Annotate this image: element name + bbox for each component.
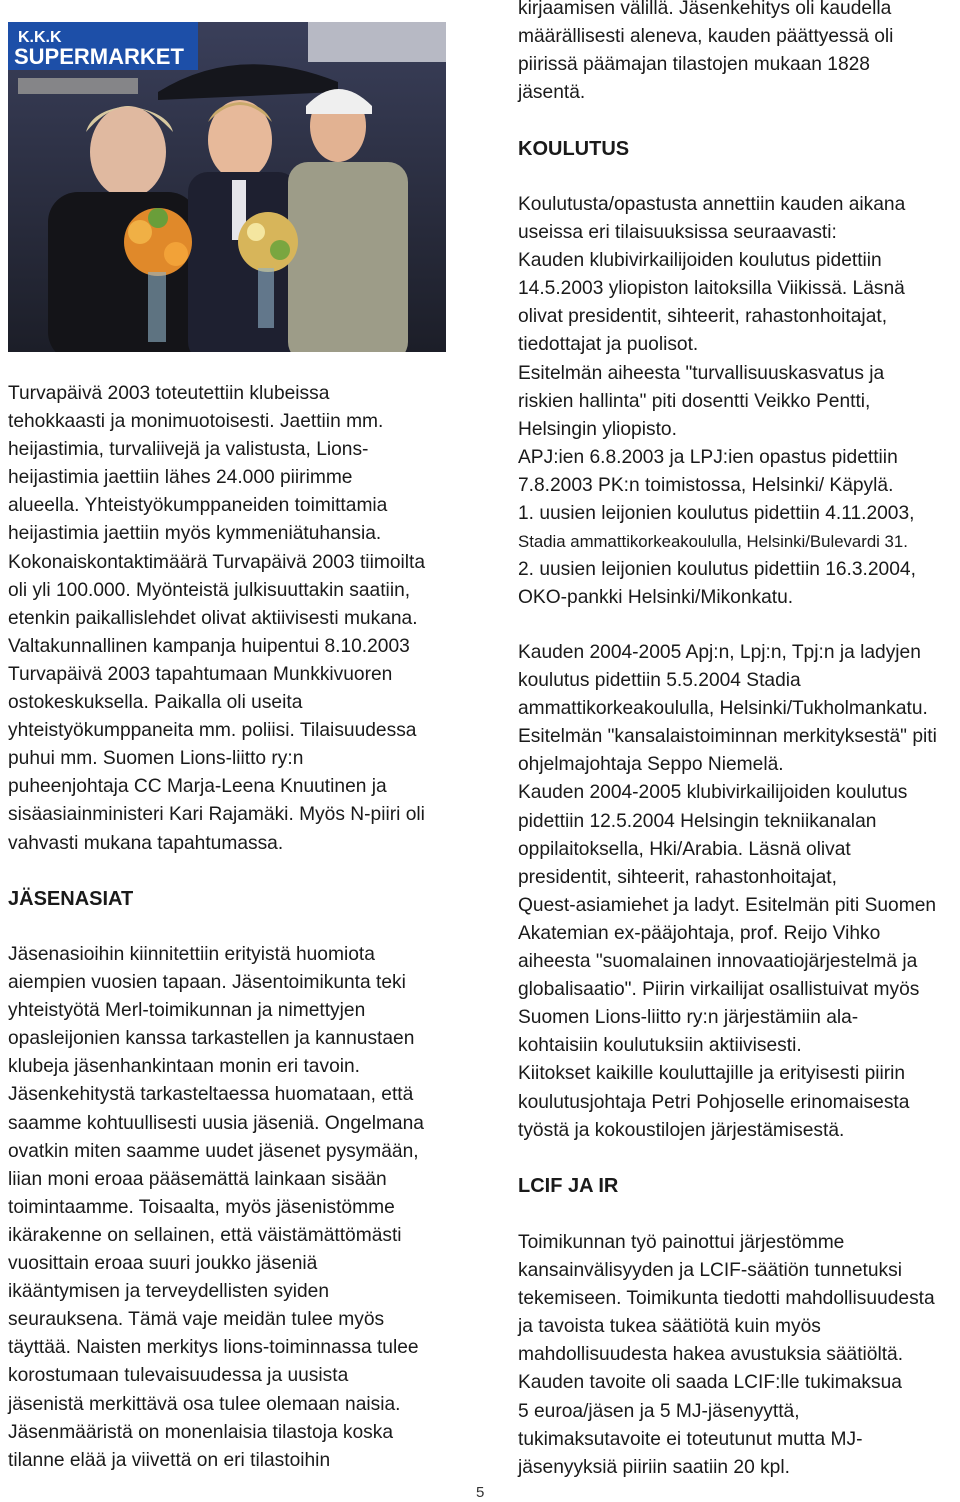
intro-paragraph: kirjaamisen välillä. Jäsenkehitys oli kaudella määrällisesti aleneva, kauden päättyessä oli piirissä päämajan tilastojen mukaan 1828 jäsentä. (518, 0, 894, 104)
heading-lcif: LCIF JA IR (518, 1175, 619, 1197)
flower-bouquet-right (238, 212, 298, 272)
koulutus-paragraph-2: Stadia ammattikorkeakoululla, Helsinki/Bulevardi 31. (518, 532, 908, 551)
photo-caption-paragraph: Turvapäivä 2003 toteutettiin klubeissa tehokkaasti ja monimuotoisesti. Jaettiin mm. heijastimia, turvaliivejä ja valistusta, Lions- heijastimia jaettiin lähes 24.000 piirimme alueella. Yhteistyökumppaneiden toimittamia heijastimia jaettiin myös kymmeniätuhansia. Kokonaiskontaktimäärä Turvapäivä 2003 tiimoilta oli yli 100.000. Myönteistä julkisuuttakin saatiin, etenkin paikallislehdet olivat aktiivisesti mukana. Valtakunnallinen kampanja huipentui 8.10.2003 Turvapäivä 2003 tapahtumaan Munkkivuoren ostokeskuksella. Paikalla oli useita yhteistyökumppaneita mm. poliisi. Tilaisuudessa puhui mm. Suomen Lions-liitto ry:n puheenjohtaja CC Marja-Leena Knuutinen ja sisäasiainministeri Kari Rajamäki. Myös N-piiri oli vahvasti mukana tapahtumassa. (8, 383, 426, 854)
koulutus-paragraph-4: Kauden 2004-2005 Apj:n, Lpj:n, Tpj:n ja ladyjen koulutus pidettiin 5.5.2004 Stadia ammattikorkeakoululla, Helsinki/Tukholmankatu. Esitelmän "kansalaistoiminnan merkityksestä" piti ohjelmajohtaja Seppo Niemelä. Kauden 2004-2005 klubivirkailijoiden koulutus pidettiin 12.5.2004 Helsingin tekniikanalan oppilaitoksella, Hki/Arabia. Läsnä olivat presidentit, sihteerit, rahastonhoitajat, Quest-asiamiehet ja ladyt. Esitelmän piti Suomen Akatemian ex-pääjohtaja, prof. Reijo Vihko aiheesta "suomalainen innovaatiojärjestelmä ja globalisaatio". Piirin virkailijat osallistuivat myös Suomen Lions-liitto ry:n järjestämiin ala- kohtaisiin koulutuksiin aktiivisesti. Kiitokset kaikille kouluttajille ja erityisesti piirin koulutusjohtaja Petri Pohjoselle erinomaisesta työstä ja kokoustilojen järjestämisestä. (518, 642, 937, 1141)
event-photo-illustration (8, 22, 446, 352)
lcif-paragraph: Toimikunnan työ painottui järjestömme kansainvälisyyden ja LCIF-säätiön tunnetuksi tekemiseen. Toimikunta tiedotti mahdollisuudesta ja tavoista tukea säätiötä kuin myös mahdollisuudesta hakea avustuksia säätiöltä. Kauden tavoite oli saada LCIF:lle tukimaksua 5 euroa/jäsen ja 5 MJ-jäsenyyttä, tukimaksutavoite ei toteutunut mutta MJ- jäsenyyksiä piiriin saatiin 20 kpl. (518, 1232, 935, 1478)
svg-text:K.K.K: K.K.K (18, 29, 62, 46)
page-number: 5 (476, 1484, 485, 1501)
svg-text:SUPERMARKET: SUPERMARKET (14, 44, 184, 69)
jasenasiat-paragraph: Jäsenasioihin kiinnitettiin erityistä huomiota aiempien vuosien tapaan. Jäsentoimikunta teki yhteistyötä Merl-toimikunnan ja nimettyjen opasleijonien kanssa tarkastellen ja kannustaen klubeja jäsenhankintaan monin eri tavoin. Jäsenkehitystä tarkasteltaessa huomataan, että saamme kohtuullisesti uusia jäseniä. Ongelmana ovatkin miten saamme uudet jäsenet pysymään, liian moni eroaa pääsemättä lainkaan sisään toimintaamme. Toisaalta, myös jäsenistömme ikärakenne on sellainen, että väistämättömästi vuosittain eroaa suuri joukko jäseniä ikääntymisen ja terveydellisten syiden seurauksena. Tämä vaje meidän tulee myös täyttää. Naisten merkitys lions-toiminnassa tulee korostumaan tulevaisuudessa ja uusista jäsenistä merkittävä osa tulee olemaan naisia. Jäsenmääristä on monenlaisia tilastoja koska tilanne elää ja viivettä on eri tilastoihin (8, 944, 424, 1471)
koulutus-paragraph-3: 2. uusien leijonien koulutus pidettiin 16.3.2004, OKO-pankki Helsinki/Mikonkatu. (518, 559, 916, 609)
heading-koulutus: KOULUTUS (518, 138, 630, 160)
koulutus-paragraph-1: Koulutusta/opastusta annettiin kauden aikana useissa eri tilaisuuksissa seuraavasti: Kauden klubivirkailijoiden koulutus pidettiin 14.5.2003 yliopiston laitoksilla Viikissä. Läsnä olivat presidentit, sihteerit, rahastonhoitajat, tiedottajat ja puolisot. Esitelmän aiheesta "turvallisuuskasvatus ja riskien hallinta" piti dosentti Veikko Pentti, Helsingin yliopisto. APJ:ien 6.8.2003 ja LPJ:ien opastus pidettiin 7.8.2003 PK:n toimistossa, Helsinki/ Käpylä. 1. uusien leijonien koulutus pidettiin 4.11.2003, (518, 194, 915, 525)
event-photo (8, 22, 446, 352)
heading-jasenasiat: JÄSENASIAT (8, 888, 134, 910)
